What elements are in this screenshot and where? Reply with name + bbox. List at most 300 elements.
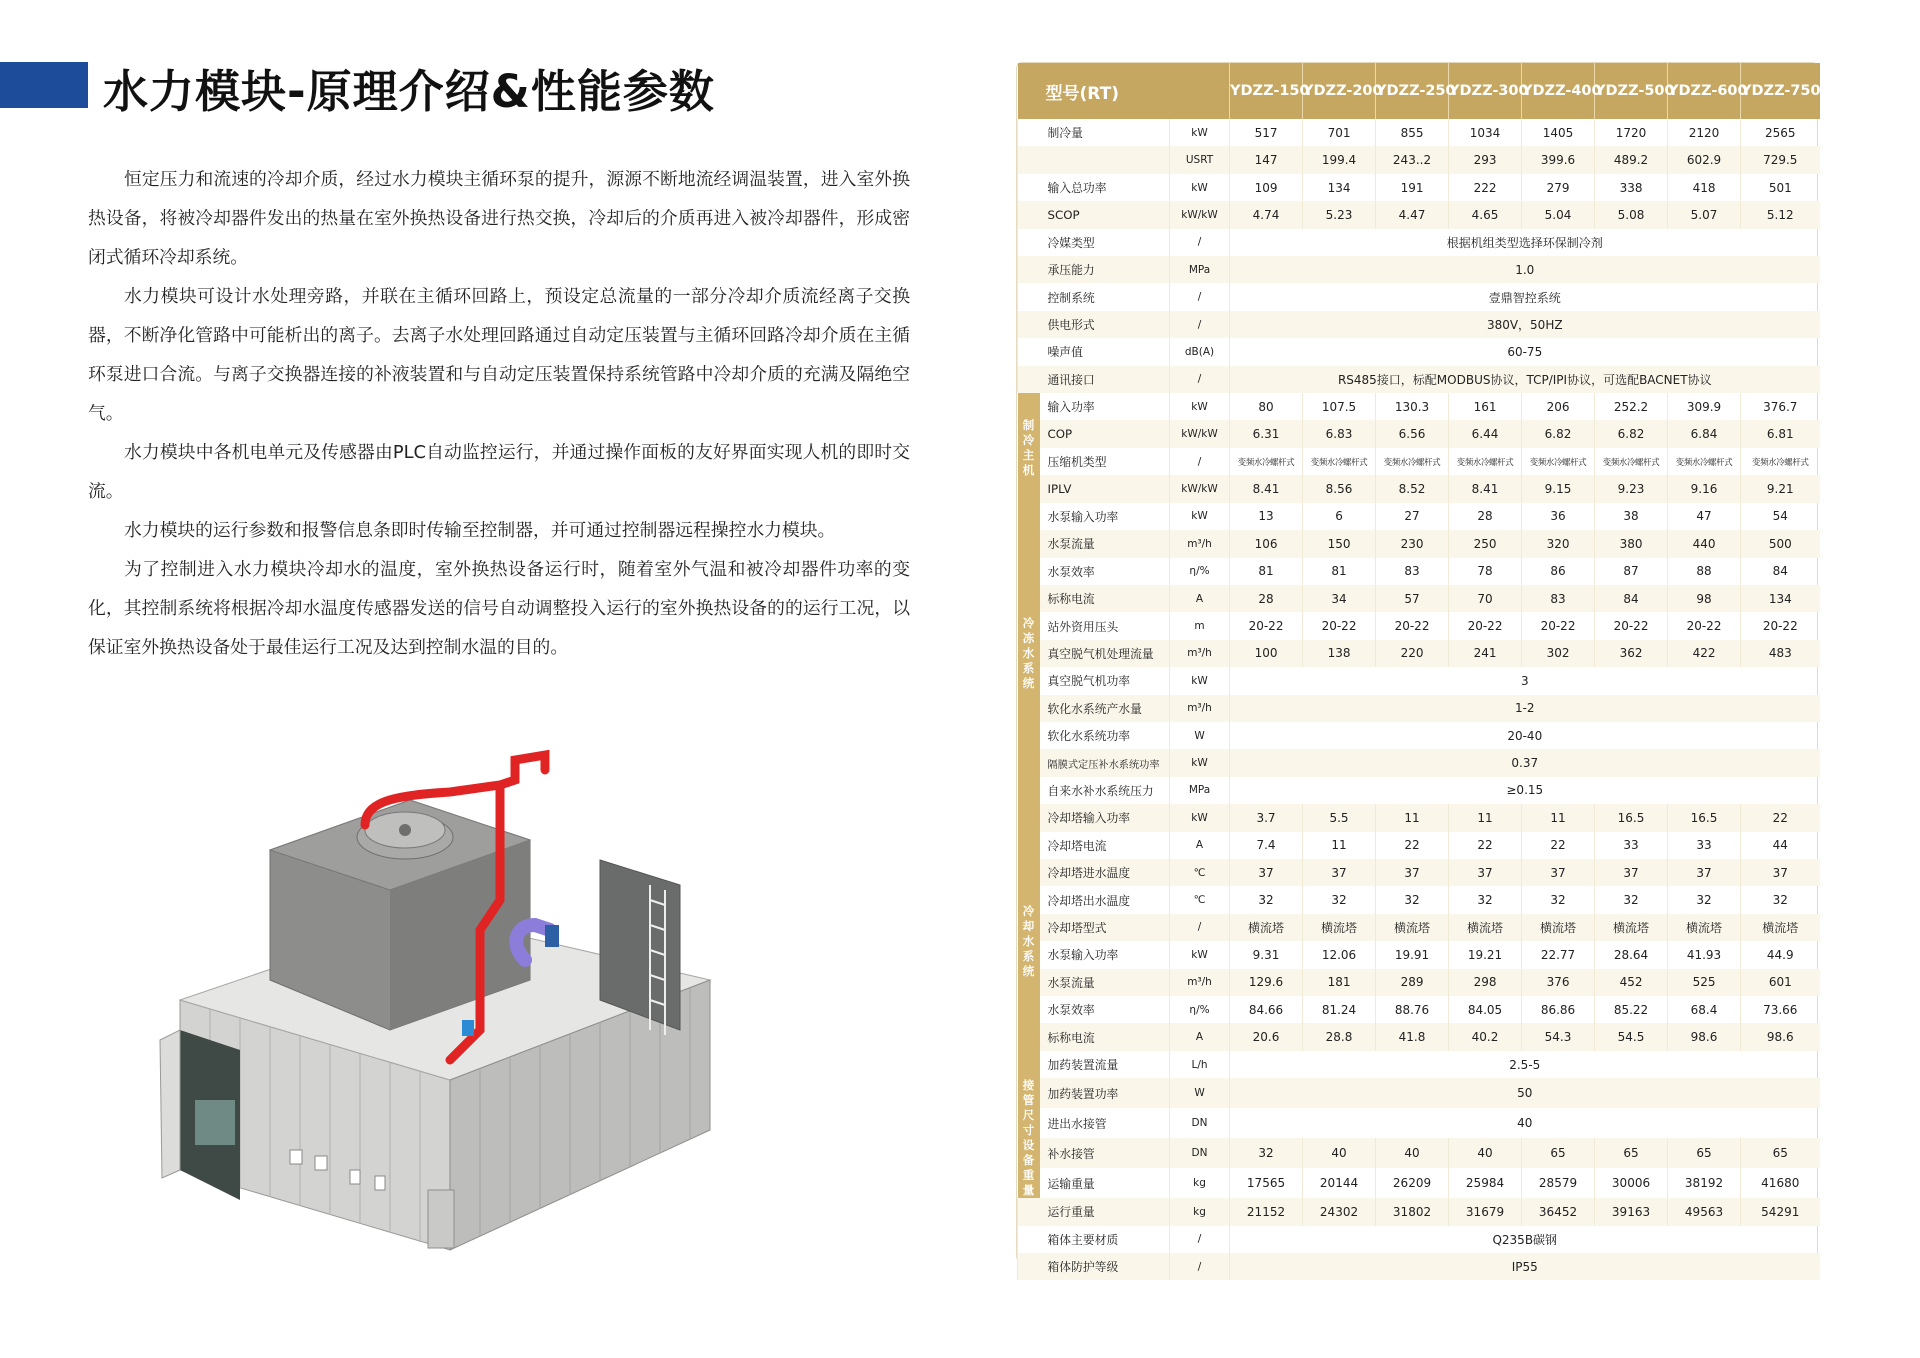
param-name: 制冷量 xyxy=(1047,126,1083,141)
value-cell: 41.93 xyxy=(1668,941,1741,968)
value-cell: 4.47 xyxy=(1376,201,1449,228)
param-unit: / xyxy=(1170,1253,1230,1280)
param-name: 真空脱气机处理流量 xyxy=(1040,640,1170,667)
param-name: 水泵输入功率 xyxy=(1047,948,1119,963)
param-unit: L/h xyxy=(1170,1051,1230,1078)
value-cell: 8.41 xyxy=(1449,475,1522,502)
param-name: 软化水系统功率 xyxy=(1047,729,1131,744)
row-group-text: 冷却水系统 xyxy=(1022,903,1035,978)
value-cell: 88 xyxy=(1668,558,1741,585)
value-cell: 84.66 xyxy=(1230,996,1303,1023)
value-cell: 变频水冷螺杆式 xyxy=(1449,448,1522,475)
row-group-text: 冷冻水系统 xyxy=(1022,615,1035,690)
value-cell: 39163 xyxy=(1595,1198,1668,1225)
value-cell: 5.08 xyxy=(1595,201,1668,228)
row-group-empty xyxy=(1018,366,1040,393)
param-unit: kW xyxy=(1170,804,1230,831)
value-cell: 24302 xyxy=(1303,1198,1376,1225)
value-cell: 16.5 xyxy=(1668,804,1741,831)
row-group-empty xyxy=(1018,201,1040,228)
value-cell: 5.12 xyxy=(1741,201,1820,228)
row-group-text: 设备重量 xyxy=(1022,1138,1035,1198)
spanned-value: ≥0.15 xyxy=(1230,777,1820,804)
spec-row xyxy=(1018,1051,1820,1078)
param-name: 输入功率 xyxy=(1047,400,1095,415)
spec-row xyxy=(1018,832,1820,859)
value-cell: 6 xyxy=(1303,503,1376,530)
row-group-empty xyxy=(1018,229,1040,256)
spec-row xyxy=(1018,311,1820,338)
value-cell: 100 xyxy=(1230,640,1303,667)
value-cell: 6.84 xyxy=(1668,420,1741,447)
value-cell: 横流塔 xyxy=(1376,914,1449,941)
value-cell: 47 xyxy=(1668,503,1741,530)
param-unit: / xyxy=(1170,914,1230,941)
value-cell: 1405 xyxy=(1522,119,1595,146)
param-unit: m³/h xyxy=(1170,640,1230,667)
paragraph: 为了控制进入水力模块冷却水的温度，室外换热设备运行时，随着室外气温和被冷却器件功率的变化，其控制系统将根据冷却水温度传感器发送的信号自动调整投入运行的室外换热设备的的运行工况，以保证室外换热设备处于最佳运行工况及达到控制水温的目的。 xyxy=(88,559,910,658)
param-unit: kW xyxy=(1170,174,1230,201)
value-cell: 11 xyxy=(1303,832,1376,859)
value-cell: 19.91 xyxy=(1376,941,1449,968)
value-cell: 22 xyxy=(1449,832,1522,859)
spec-row xyxy=(1018,695,1820,722)
param-name: 进出水接管 xyxy=(1047,1116,1107,1131)
param-name: 控制系统 xyxy=(1047,290,1095,305)
value-cell: 138 xyxy=(1303,640,1376,667)
value-cell: 4.65 xyxy=(1449,201,1522,228)
value-cell: 11 xyxy=(1449,804,1522,831)
row-group-label xyxy=(1018,1078,1040,1138)
value-cell: 98.6 xyxy=(1741,1023,1820,1050)
value-cell: 17565 xyxy=(1230,1168,1303,1198)
header-model-label: 型号(RT) xyxy=(1045,83,1119,104)
value-cell: 横流塔 xyxy=(1449,914,1522,941)
spanned-value: 壹鼎智控系统 xyxy=(1230,283,1820,310)
header-model: YDZZ-750 xyxy=(1741,63,1820,119)
spec-row xyxy=(1018,1253,1820,1280)
value-cell: 32 xyxy=(1230,1138,1303,1168)
param-name: 站外资用压头 xyxy=(1047,619,1119,634)
title-accent-bar xyxy=(0,62,88,108)
param-name: 冷却塔输入功率 xyxy=(1040,804,1170,831)
value-cell: 20-22 xyxy=(1230,612,1303,639)
value-cell: 252.2 xyxy=(1595,393,1668,420)
value-cell: 6.31 xyxy=(1230,420,1303,447)
paragraph: 水力模块可设计水处理旁路，并联在主循环回路上，预设定总流量的一部分冷却介质流经离子交换器，不断净化管路中可能析出的离子。去离子水处理回路通过自动定压装置与主循环回路冷却介质在主循环泵进口合流。与离子交换器连接的补液装置和与自动定压装置保持系统管路中冷却介质的充满及隔绝空气。 xyxy=(88,286,910,424)
spanned-value: 0.37 xyxy=(1230,749,1820,776)
value-cell: 70 xyxy=(1449,585,1522,612)
value-cell: 28.8 xyxy=(1303,1023,1376,1050)
param-unit: DN xyxy=(1170,1138,1230,1168)
paragraph: 恒定压力和流速的冷却介质，经过水力模块主循环泵的提升，源源不断地流经调温装置，进入室外换热设备，将被冷却器件发出的热量在室外换热设备进行热交换，冷却后的介质再进入被冷却器件，形成密闭式循环冷却系统。 xyxy=(88,169,910,268)
value-cell: 32 xyxy=(1303,886,1376,913)
spanned-value: 40 xyxy=(1230,1108,1820,1138)
value-cell: 28 xyxy=(1449,503,1522,530)
spec-row xyxy=(1018,393,1820,420)
paragraph: 水力模块中各机电单元及传感器由PLC自动监控运行，并通过操作面板的友好界面实现人机的即时交流。 xyxy=(88,442,910,502)
param-name: 输入总功率 xyxy=(1047,181,1107,196)
value-cell: 32 xyxy=(1668,886,1741,913)
value-cell: 5.04 xyxy=(1522,201,1595,228)
param-name: 水泵流量 xyxy=(1040,969,1170,996)
row-group-empty xyxy=(1018,146,1040,173)
spec-row xyxy=(1018,229,1820,256)
value-cell: 变频水冷螺杆式 xyxy=(1741,448,1820,475)
value-cell: 8.52 xyxy=(1376,475,1449,502)
param-unit: kW xyxy=(1170,119,1230,146)
value-cell: 489.2 xyxy=(1595,146,1668,173)
value-cell: 501 xyxy=(1741,174,1820,201)
value-cell: 134 xyxy=(1741,585,1820,612)
param-unit: MPa xyxy=(1170,777,1230,804)
spec-row xyxy=(1018,612,1820,639)
row-group-text: 接管尺寸 xyxy=(1022,1078,1035,1138)
value-cell: 88.76 xyxy=(1376,996,1449,1023)
value-cell: 6.82 xyxy=(1522,420,1595,447)
param-unit: / xyxy=(1170,229,1230,256)
spec-row xyxy=(1018,1108,1820,1138)
spanned-value: 1-2 xyxy=(1230,695,1820,722)
param-unit: kW/kW xyxy=(1170,201,1230,228)
value-cell: 32 xyxy=(1741,886,1820,913)
value-cell: 37 xyxy=(1230,859,1303,886)
param-name: 水泵效率 xyxy=(1047,564,1095,579)
param-name: 水泵效率 xyxy=(1047,1003,1095,1018)
spec-row xyxy=(1018,749,1820,776)
value-cell: 30006 xyxy=(1595,1168,1668,1198)
value-cell: 37 xyxy=(1741,859,1820,886)
value-cell: 199.4 xyxy=(1303,146,1376,173)
spec-row xyxy=(1018,1023,1820,1050)
value-cell: 横流塔 xyxy=(1741,914,1820,941)
spec-row xyxy=(1018,475,1820,502)
value-cell: 440 xyxy=(1668,530,1741,557)
value-cell: 289 xyxy=(1376,969,1449,996)
value-cell: 65 xyxy=(1668,1138,1741,1168)
value-cell: 106 xyxy=(1230,530,1303,557)
spec-row xyxy=(1018,366,1820,393)
spanned-value: IP55 xyxy=(1230,1253,1820,1280)
value-cell: 54.5 xyxy=(1595,1023,1668,1050)
spec-row xyxy=(1018,448,1820,475)
value-cell: 418 xyxy=(1668,174,1741,201)
value-cell: 22 xyxy=(1522,832,1595,859)
param-name: 箱体防护等级 xyxy=(1040,1253,1170,1280)
spec-table xyxy=(1017,63,1820,1280)
value-cell: 250 xyxy=(1449,530,1522,557)
row-group-empty xyxy=(1018,174,1040,201)
spanned-value: 3 xyxy=(1230,667,1820,694)
value-cell: 602.9 xyxy=(1668,146,1741,173)
value-cell: 73.66 xyxy=(1741,996,1820,1023)
value-cell: 横流塔 xyxy=(1668,914,1741,941)
value-cell: 28.64 xyxy=(1595,941,1668,968)
value-cell: 33 xyxy=(1595,832,1668,859)
param-name: 承压能力 xyxy=(1040,256,1170,283)
value-cell: 22 xyxy=(1741,804,1820,831)
row-group-empty xyxy=(1018,1198,1040,1225)
spec-row xyxy=(1018,1198,1820,1225)
value-cell: 11 xyxy=(1522,804,1595,831)
value-cell: 19.21 xyxy=(1449,941,1522,968)
param-unit: m³/h xyxy=(1170,969,1230,996)
param-unit: kW/kW xyxy=(1170,420,1230,447)
value-cell: 49563 xyxy=(1668,1198,1741,1225)
value-cell: 729.5 xyxy=(1741,146,1820,173)
param-name: 供电形式 xyxy=(1040,311,1170,338)
param-unit: W xyxy=(1170,722,1230,749)
value-cell: 40 xyxy=(1303,1138,1376,1168)
value-cell: 6.83 xyxy=(1303,420,1376,447)
param-unit: A xyxy=(1170,585,1230,612)
hydraulic-module-illustration xyxy=(150,700,790,1260)
value-cell: 98 xyxy=(1668,585,1741,612)
value-cell: 20-22 xyxy=(1741,612,1820,639)
value-cell: 横流塔 xyxy=(1522,914,1595,941)
value-cell: 5.5 xyxy=(1303,804,1376,831)
value-cell: 65 xyxy=(1595,1138,1668,1168)
value-cell: 25984 xyxy=(1449,1168,1522,1198)
value-cell: 20-22 xyxy=(1522,612,1595,639)
header-model: YDZZ-500 xyxy=(1595,63,1668,119)
param-unit: ℃ xyxy=(1170,886,1230,913)
value-cell: 32 xyxy=(1449,886,1522,913)
param-name: 真空脱气机功率 xyxy=(1047,674,1131,689)
header-model: YDZZ-250 xyxy=(1376,63,1449,119)
spec-row xyxy=(1018,804,1820,831)
spec-row xyxy=(1018,338,1820,365)
value-cell: 20.6 xyxy=(1230,1023,1303,1050)
spec-header-row xyxy=(1018,63,1820,119)
param-unit: / xyxy=(1170,448,1230,475)
row-group-label xyxy=(1018,1138,1040,1198)
value-cell: 44 xyxy=(1741,832,1820,859)
param-unit: dB(A) xyxy=(1170,338,1230,365)
value-cell: 65 xyxy=(1522,1138,1595,1168)
value-cell: 309.9 xyxy=(1668,393,1741,420)
param-unit: / xyxy=(1170,366,1230,393)
value-cell: 40.2 xyxy=(1449,1023,1522,1050)
value-cell: 98.6 xyxy=(1668,1023,1741,1050)
row-group-text: 制冷主机 xyxy=(1022,417,1035,477)
row-group-empty xyxy=(1018,283,1040,310)
value-cell: 41680 xyxy=(1741,1168,1820,1198)
param-unit: A xyxy=(1170,832,1230,859)
param-unit: kg xyxy=(1170,1198,1230,1225)
value-cell: 84 xyxy=(1595,585,1668,612)
spec-row xyxy=(1018,640,1820,667)
value-cell: 20-22 xyxy=(1449,612,1522,639)
spec-row xyxy=(1018,1078,1820,1108)
value-cell: 12.06 xyxy=(1303,941,1376,968)
value-cell: 37 xyxy=(1303,859,1376,886)
value-cell: 9.31 xyxy=(1230,941,1303,968)
param-unit: W xyxy=(1170,1078,1230,1108)
value-cell: 80 xyxy=(1230,393,1303,420)
value-cell: 399.6 xyxy=(1522,146,1595,173)
value-cell: 380 xyxy=(1595,530,1668,557)
value-cell: 191 xyxy=(1376,174,1449,201)
param-name: 软化水系统产水量 xyxy=(1040,695,1170,722)
value-cell: 302 xyxy=(1522,640,1595,667)
value-cell: 37 xyxy=(1449,859,1522,886)
param-name: 冷却塔电流 xyxy=(1047,838,1107,853)
value-cell: 54291 xyxy=(1741,1198,1820,1225)
param-unit: MPa xyxy=(1170,256,1230,283)
value-cell: 32 xyxy=(1522,886,1595,913)
value-cell: 36 xyxy=(1522,503,1595,530)
param-name: 隔膜式定压补水系统功率 xyxy=(1040,749,1170,776)
value-cell: 181 xyxy=(1303,969,1376,996)
param-name xyxy=(1040,146,1170,173)
value-cell: 20-22 xyxy=(1595,612,1668,639)
value-cell: 279 xyxy=(1522,174,1595,201)
spec-row xyxy=(1018,1226,1820,1253)
value-cell: 41.8 xyxy=(1376,1023,1449,1050)
param-name: 噪声值 xyxy=(1047,345,1083,360)
value-cell: 变频水冷螺杆式 xyxy=(1668,448,1741,475)
spec-row xyxy=(1018,503,1820,530)
param-unit: kW xyxy=(1170,393,1230,420)
value-cell: 27 xyxy=(1376,503,1449,530)
spanned-value: 20-40 xyxy=(1230,722,1820,749)
value-cell: 500 xyxy=(1741,530,1820,557)
row-group-empty xyxy=(1018,1226,1040,1253)
param-unit: m³/h xyxy=(1170,530,1230,557)
value-cell: 3.7 xyxy=(1230,804,1303,831)
spec-row xyxy=(1018,914,1820,941)
value-cell: 85.22 xyxy=(1595,996,1668,1023)
value-cell: 86.86 xyxy=(1522,996,1595,1023)
spanned-value: Q235B碳钢 xyxy=(1230,1226,1820,1253)
value-cell: 32 xyxy=(1230,886,1303,913)
row-group-empty xyxy=(1018,338,1040,365)
value-cell: 483 xyxy=(1741,640,1820,667)
param-unit: ℃ xyxy=(1170,859,1230,886)
spec-body xyxy=(1018,119,1820,1280)
value-cell: 2120 xyxy=(1668,119,1741,146)
value-cell: 22.77 xyxy=(1522,941,1595,968)
header-model: YDZZ-600 xyxy=(1668,63,1741,119)
param-unit: / xyxy=(1170,1226,1230,1253)
value-cell: 86 xyxy=(1522,558,1595,585)
param-unit: USRT xyxy=(1170,146,1230,173)
value-cell: 54 xyxy=(1741,503,1820,530)
value-cell: 37 xyxy=(1522,859,1595,886)
param-name: 运输重量 xyxy=(1047,1176,1095,1191)
value-cell: 320 xyxy=(1522,530,1595,557)
spec-row xyxy=(1018,558,1820,585)
row-group-label xyxy=(1018,804,1040,1078)
value-cell: 855 xyxy=(1376,119,1449,146)
value-cell: 84 xyxy=(1741,558,1820,585)
value-cell: 37 xyxy=(1595,859,1668,886)
header-model: YDZZ-150 xyxy=(1230,63,1303,119)
value-cell: 83 xyxy=(1522,585,1595,612)
spanned-value: 1.0 xyxy=(1230,256,1820,283)
spec-row xyxy=(1018,777,1820,804)
value-cell: 20-22 xyxy=(1303,612,1376,639)
row-group-empty xyxy=(1018,1253,1040,1280)
spec-row xyxy=(1018,941,1820,968)
value-cell: 21152 xyxy=(1230,1198,1303,1225)
header-model: YDZZ-400 xyxy=(1522,63,1595,119)
value-cell: 9.21 xyxy=(1741,475,1820,502)
spec-row xyxy=(1018,886,1820,913)
row-group-label xyxy=(1018,393,1040,503)
spec-row xyxy=(1018,283,1820,310)
value-cell: 变频水冷螺杆式 xyxy=(1522,448,1595,475)
spec-row xyxy=(1018,1138,1820,1168)
value-cell: 13 xyxy=(1230,503,1303,530)
value-cell: 81.24 xyxy=(1303,996,1376,1023)
spec-table-panel xyxy=(1016,62,1821,1275)
param-unit: kW/kW xyxy=(1170,475,1230,502)
param-name: IPLV xyxy=(1040,475,1170,502)
value-cell: 横流塔 xyxy=(1303,914,1376,941)
row-group-label xyxy=(1018,503,1040,804)
value-cell: 68.4 xyxy=(1668,996,1741,1023)
param-unit: kW xyxy=(1170,667,1230,694)
value-cell: 31679 xyxy=(1449,1198,1522,1225)
param-name: 箱体主要材质 xyxy=(1047,1232,1119,1247)
value-cell: 22 xyxy=(1376,832,1449,859)
value-cell: 376 xyxy=(1522,969,1595,996)
value-cell: 36452 xyxy=(1522,1198,1595,1225)
value-cell: 变频水冷螺杆式 xyxy=(1376,448,1449,475)
param-unit: η/% xyxy=(1170,558,1230,585)
value-cell: 601 xyxy=(1741,969,1820,996)
value-cell: 65 xyxy=(1741,1138,1820,1168)
value-cell: 83 xyxy=(1376,558,1449,585)
spec-row xyxy=(1018,585,1820,612)
param-unit: m xyxy=(1170,612,1230,639)
value-cell: 40 xyxy=(1376,1138,1449,1168)
spec-row xyxy=(1018,1168,1820,1198)
value-cell: 54.3 xyxy=(1522,1023,1595,1050)
value-cell: 20144 xyxy=(1303,1168,1376,1198)
value-cell: 376.7 xyxy=(1741,393,1820,420)
value-cell: 4.74 xyxy=(1230,201,1303,228)
intro-text xyxy=(88,160,910,667)
value-cell: 7.4 xyxy=(1230,832,1303,859)
param-name: 压缩机类型 xyxy=(1047,455,1107,470)
value-cell: 9.23 xyxy=(1595,475,1668,502)
spec-row xyxy=(1018,420,1820,447)
spec-row xyxy=(1018,201,1820,228)
value-cell: 452 xyxy=(1595,969,1668,996)
spanned-value: RS485接口，标配MODBUS协议，TCP/IPI协议，可选配BACNET协议 xyxy=(1230,366,1820,393)
spanned-value: 2.5-5 xyxy=(1230,1051,1820,1078)
value-cell: 422 xyxy=(1668,640,1741,667)
param-name: 冷却塔进水温度 xyxy=(1040,859,1170,886)
spec-row xyxy=(1018,530,1820,557)
value-cell: 20-22 xyxy=(1376,612,1449,639)
param-name: 加药装置功率 xyxy=(1040,1078,1170,1108)
row-group-empty xyxy=(1018,311,1040,338)
value-cell: 26209 xyxy=(1376,1168,1449,1198)
param-unit: m³/h xyxy=(1170,695,1230,722)
row-group-empty xyxy=(1018,119,1040,146)
value-cell: 32 xyxy=(1376,886,1449,913)
spec-row xyxy=(1018,119,1820,146)
value-cell: 109 xyxy=(1230,174,1303,201)
value-cell: 37 xyxy=(1668,859,1741,886)
spec-row xyxy=(1018,146,1820,173)
value-cell: 147 xyxy=(1230,146,1303,173)
value-cell: 701 xyxy=(1303,119,1376,146)
